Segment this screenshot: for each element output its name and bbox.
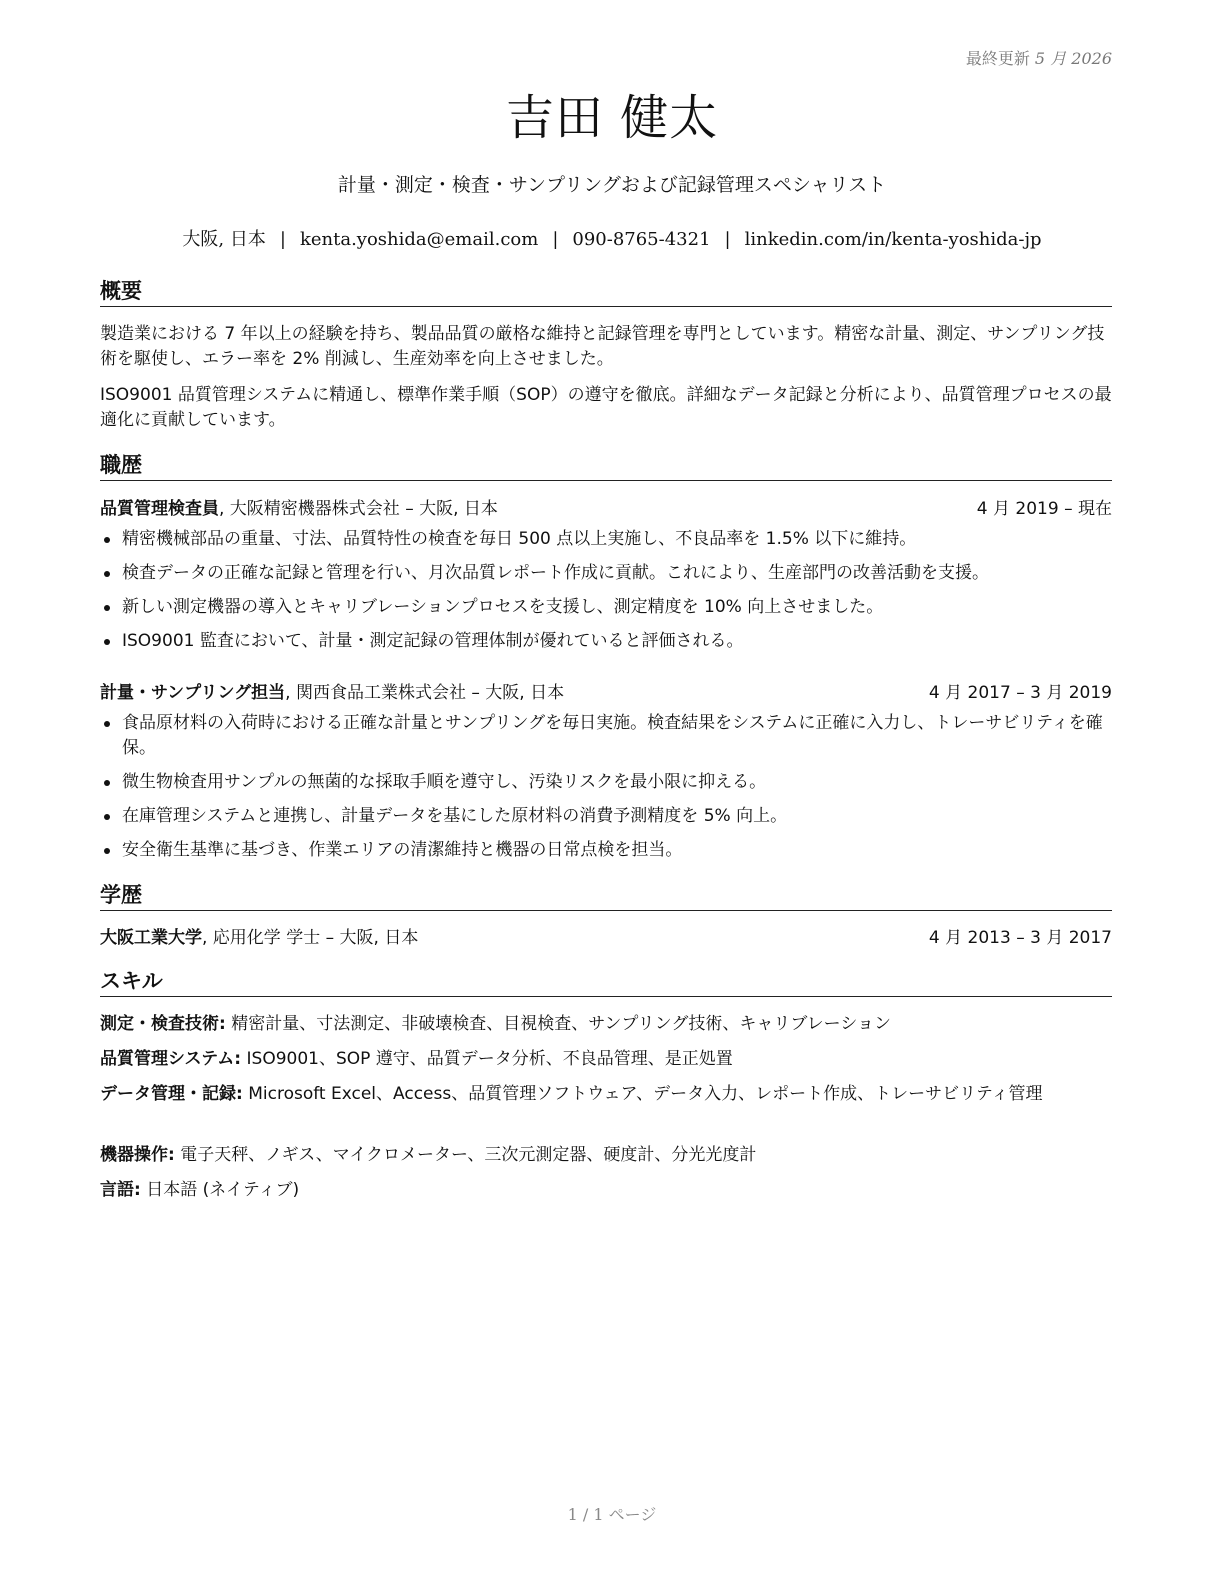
job-bullets	[100, 711, 1112, 872]
section-title-summary: 概要	[100, 278, 1112, 307]
skill-row	[100, 1047, 1112, 1072]
job-role: 品質管理検査員	[100, 499, 219, 519]
contact-email[interactable]: kenta.yoshida@email.com	[299, 229, 539, 250]
job-date: 4 月 2019 – 現在	[976, 499, 1112, 519]
skill-row	[100, 1143, 1112, 1168]
job-header	[100, 680, 1112, 706]
skill-value: ISO9001、SOP 遵守、品質データ分析、不良品管理、是正処置	[241, 1049, 733, 1069]
job-role: 計量・サンプリング担当	[100, 683, 286, 703]
skill-value: 日本語 (ネイティブ)	[140, 1180, 300, 1200]
education-detail: , 応用化学 学士 – 大阪, 日本	[202, 928, 419, 948]
skill-label: 機器操作:	[100, 1145, 175, 1165]
bullet-text: 新しい測定機器の導入とキャリブレーションプロセスを支援し、測定精度を 10% 向上させました。	[122, 597, 884, 617]
page-number: 1 / 1 ページ	[567, 1505, 657, 1524]
contact-separator: |	[552, 229, 559, 250]
last-updated-prefix: 最終更新	[965, 49, 1030, 68]
skill-label: 言語:	[100, 1180, 141, 1200]
contact-line	[0, 225, 1224, 251]
list-item	[100, 527, 1112, 552]
contact-phone[interactable]: 090-8765-4321	[572, 229, 711, 250]
bullet-text: 検査データの正確な記録と管理を行い、月次品質レポート作成に貢献。これにより、生産部門の改善活動を支援。	[122, 563, 989, 583]
section-title-education: 学歴	[100, 882, 1112, 911]
skill-value: Microsoft Excel、Access、品質管理ソフトウェア、データ入力、レポート作成、トレーサビリティ管理	[242, 1084, 1043, 1104]
headline: 計量・測定・検査・サンプリングおよび記録管理スペシャリスト	[337, 174, 887, 196]
last-updated	[966, 46, 1112, 69]
list-item	[100, 595, 1112, 620]
education-date: 4 月 2013 – 3 月 2017	[928, 928, 1112, 948]
contact-location: 大阪, 日本	[182, 229, 266, 250]
skill-row	[100, 1178, 1112, 1203]
section-title-experience: 職歴	[100, 452, 1112, 481]
contact-separator: |	[724, 229, 731, 250]
skill-value: 精密計量、寸法測定、非破壊検査、目視検査、サンプリング技術、キャリブレーション	[225, 1014, 891, 1034]
list-item	[100, 838, 1112, 863]
skill-label: 測定・検査技術:	[100, 1014, 226, 1034]
skill-row	[100, 1082, 1112, 1107]
bullet-icon	[104, 814, 110, 820]
person-name: 吉田 健太	[505, 90, 719, 146]
bullet-text: 在庫管理システムと連携し、計量データを基にした原材料の消費予測精度を 5% 向上。	[122, 806, 788, 826]
bullet-text: 微生物検査用サンプルの無菌的な採取手順を遵守し、汚染リスクを最小限に抑える。	[122, 772, 767, 792]
bullet-icon	[104, 639, 110, 645]
summary-paragraph: 製造業における 7 年以上の経験を持ち、製品品質の厳格な維持と記録管理を専門としています。精密な計量、測定、サンプリング技術を駆使し、エラー率を 2% 削減し、生産効率を向上させました。	[100, 324, 1105, 369]
job-header	[100, 496, 1112, 522]
job-date: 4 月 2017 – 3 月 2019	[928, 683, 1112, 703]
bullet-text: 精密機械部品の重量、寸法、品質特性の検査を毎日 500 点以上実施し、不良品率を 1.5% 以下に維持。	[122, 529, 917, 549]
list-item	[100, 770, 1112, 795]
job-organization: , 関西食品工業株式会社 – 大阪, 日本	[285, 683, 565, 703]
education-school: 大阪工業大学	[100, 928, 202, 948]
summary-paragraph: ISO9001 品質管理システムに精通し、標準作業手順（SOP）の遵守を徹底。詳細なデータ記録と分析により、品質管理プロセスの最適化に貢献しています。	[100, 385, 1112, 430]
list-item	[100, 561, 1112, 586]
bullet-icon	[104, 780, 110, 786]
list-item	[100, 629, 1112, 654]
bullet-icon	[104, 571, 110, 577]
skill-row	[100, 1012, 1112, 1037]
contact-separator: |	[279, 229, 286, 250]
list-item	[100, 804, 1112, 829]
bullet-icon	[104, 848, 110, 854]
bullet-icon	[104, 537, 110, 543]
contact-linkedin[interactable]: linkedin.com/in/kenta-yoshida-jp	[744, 229, 1042, 250]
job-organization: , 大阪精密機器株式会社 – 大阪, 日本	[219, 499, 498, 519]
section-title-skills: スキル	[100, 968, 1112, 997]
skill-label: データ管理・記録:	[100, 1084, 243, 1104]
skill-value: 電子天秤、ノギス、マイクロメーター、三次元測定器、硬度計、分光光度計	[174, 1145, 757, 1165]
bullet-text: 安全衛生基準に基づき、作業エリアの清潔維持と機器の日常点検を担当。	[122, 840, 683, 860]
bullet-icon	[104, 605, 110, 611]
job-bullets	[100, 527, 1112, 663]
education-entry	[100, 925, 1112, 951]
bullet-icon	[104, 721, 110, 727]
bullet-text: ISO9001 監査において、計量・測定記録の管理体制が優れていると評価される。	[122, 631, 744, 651]
skill-label: 品質管理システム:	[100, 1049, 242, 1069]
list-item	[100, 711, 1112, 761]
bullet-text: 食品原材料の入荷時における正確な計量とサンプリングを毎日実施。検査結果をシステムに正確に入力し、トレーサビリティを確保。	[122, 713, 1103, 758]
last-updated-date: 5 月 2026	[1034, 49, 1112, 68]
